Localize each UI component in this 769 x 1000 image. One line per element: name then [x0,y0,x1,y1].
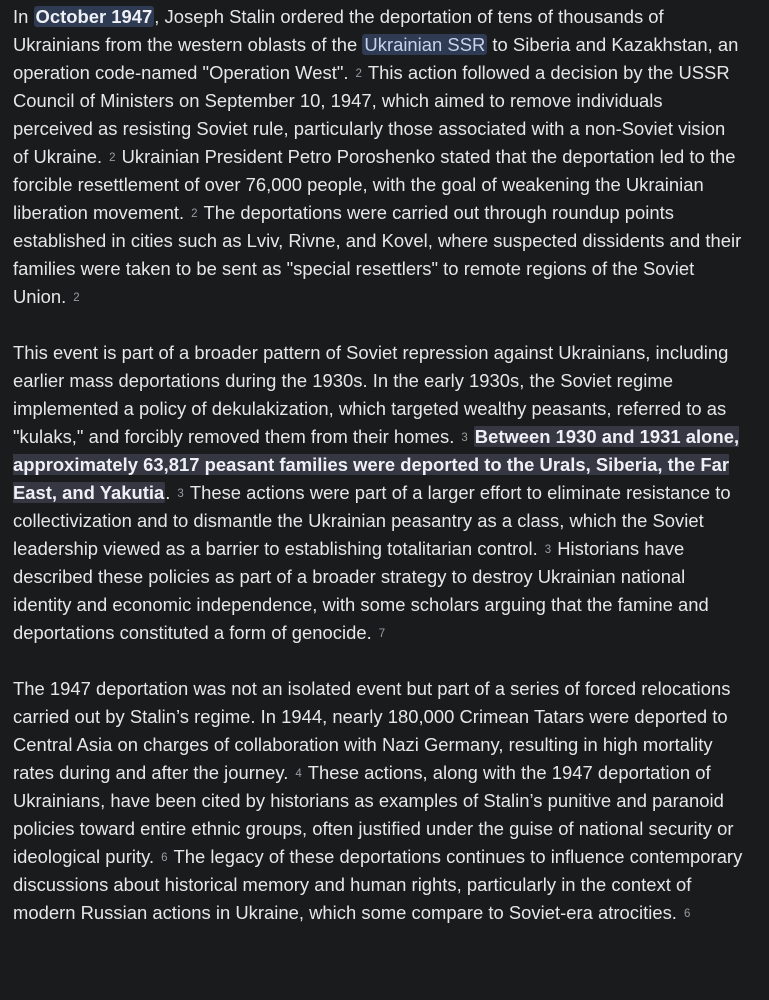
body-text: The legacy of these deportations continues to influence contemporary discussions about historical memory and human rights, particularly in the context of modern Russian actions in Ukraine, which some compare to Soviet-era atrocities. [13,846,743,923]
citation-marker[interactable]: 2 [73,292,80,304]
citation-marker[interactable]: 6 [161,852,168,864]
citation-marker[interactable]: 3 [177,488,184,500]
body-text: These actions were part of a larger effort to eliminate resistance to collectivization and to dismantle the Ukrainian peasantry as a class, which the Soviet leadership viewed as a barrier to establishing totalitarian control. [13,482,731,559]
entity-link[interactable]: Ukrainian SSR [364,34,486,55]
body-text: This event is part of a broader pattern of Soviet repression against Ukrainians, including earlier mass deportations during the 1930s. In the early 1930s, the Soviet regime implemented a policy of dekulakization, which targeted wealthy peasants, referred to as "kulaks," and forcibly removed them from their homes. [13,342,729,447]
highlighted-entity[interactable]: October 1947 [35,6,153,27]
paragraph-3 [13,675,743,927]
citation-marker[interactable]: 3 [461,432,468,444]
body-text: These actions, along with the 1947 deportation of Ukrainians, have been cited by historians as examples of Stalin’s punitive and paranoid policies toward entire ethnic groups, often justified under the guise of national security or ideological purity. [13,762,734,867]
body-text: This action followed a decision by the USSR Council of Ministers on September 10, 1947, which aimed to remove individuals perceived as resisting Soviet rule, particularly those associated with a non-Soviet vision of Ukraine. [13,62,730,167]
body-text: Ukrainian President Petro Poroshenko stated that the deportation led to the forcible resettlement of over 76,000 people, with the goal of weakening the Ukrainian liberation movement. [13,146,736,223]
citation-marker[interactable]: 6 [683,908,691,920]
body-text: In [13,6,34,27]
citation-marker[interactable]: 4 [295,768,302,780]
paragraph-2 [13,339,743,647]
citation-marker[interactable]: 2 [109,152,116,164]
body-text: The deportations were carried out through roundup points established in cities such as Lviv, Rivne, and Kovel, where suspected dissidents and their families were taken to be sent as "special resettlers" to remote regions of the Soviet Union. [13,202,742,307]
body-text: The 1947 deportation was not an isolated event but part of a series of forced relocations carried out by Stalin’s regime. In 1944, nearly 180,000 Crimean Tatars were deported to Central Asia on charges of collaboration with Nazi Germany, resulting in high mortality rates during and after the journey. [13,678,731,783]
paragraph-1 [13,3,743,311]
citation-marker[interactable]: 3 [544,544,552,556]
body-text: . [165,482,171,503]
citation-marker[interactable]: 2 [355,68,362,80]
body-text: , Joseph Stalin ordered the deportation of tens of thousands of Ukrainians from the western oblasts of the [13,6,664,55]
highlighted-sentence: Between 1930 and 1931 alone, approximately 63,817 peasant families were deported to the Urals, Siberia, the Far East, and Yakutia [13,426,740,503]
body-text: Historians have described these policies as part of a broader strategy to destroy Ukrainian national identity and economic independence, with some scholars arguing that the famine and deportations constituted a form of genocide. [13,538,709,643]
body-text: to Siberia and Kazakhstan, an operation code-named "Operation West". [13,34,739,83]
citation-marker[interactable]: 7 [378,628,386,640]
citation-marker[interactable]: 2 [191,208,198,220]
